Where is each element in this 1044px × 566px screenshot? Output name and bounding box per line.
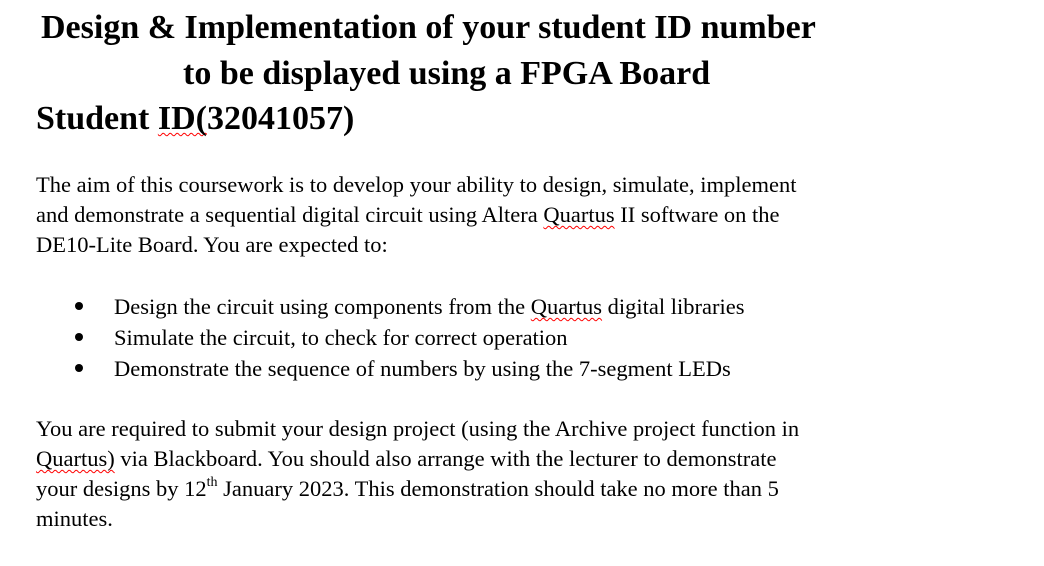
student-id-heading xyxy=(36,97,354,141)
title-line-2 xyxy=(183,52,710,96)
submission-paragraph xyxy=(36,414,936,534)
intro-line-2-prefix: and demonstrate a sequential digital circuit using Altera xyxy=(36,202,544,227)
bullet-icon xyxy=(75,302,83,310)
student-id-prefix: Student xyxy=(36,100,158,137)
student-id-number: 32041057) xyxy=(206,100,355,137)
bullet-icon xyxy=(75,364,83,372)
bullet-icon xyxy=(75,333,83,341)
list-item xyxy=(36,322,936,353)
outro-line-3-suffix: January 2023. This demonstration should take no more than 5 xyxy=(217,476,779,501)
outro-line-3 xyxy=(36,474,936,504)
spellcheck-flagged-word: Quartus xyxy=(543,202,615,227)
requirements-list xyxy=(36,291,936,384)
outro-line-1: You are required to submit your design project (using the Archive project function in xyxy=(36,416,800,441)
outro-line-2 xyxy=(36,444,936,474)
intro-line-2 xyxy=(36,200,936,230)
outro-line-4: minutes. xyxy=(36,506,113,531)
list-item-suffix: digital libraries xyxy=(602,294,745,319)
title-line-1-text: Design & Implementation of your student ID number xyxy=(41,9,816,46)
outro-line-3-prefix: your designs by 12 xyxy=(36,476,207,501)
ordinal-superscript: th xyxy=(206,474,218,490)
list-item-text: Demonstrate the sequence of numbers by using the 7-segment LEDs xyxy=(114,356,731,381)
intro-line-2-suffix: II software on the xyxy=(614,202,780,227)
spellcheck-flagged-word: ID( xyxy=(157,100,207,137)
list-item-text: Simulate the circuit, to check for correct operation xyxy=(114,325,568,350)
intro-line-3: DE10-Lite Board. You are expected to: xyxy=(36,232,388,257)
list-item xyxy=(36,353,936,384)
title-line-1 xyxy=(41,6,816,50)
intro-line-1: The aim of this coursework is to develop your ability to design, simulate, implement xyxy=(36,172,797,197)
title-line-2-text: to be displayed using a FPGA Board xyxy=(183,55,711,92)
intro-paragraph xyxy=(36,170,936,260)
spellcheck-flagged-word: Quartus) xyxy=(36,446,115,471)
spellcheck-flagged-word: Quartus xyxy=(530,294,603,319)
outro-line-2-suffix: via Blackboard. You should also arrange with the lecturer to demonstrate xyxy=(114,446,777,471)
list-item-prefix: Design the circuit using components from the xyxy=(114,294,531,319)
list-item xyxy=(36,291,936,322)
